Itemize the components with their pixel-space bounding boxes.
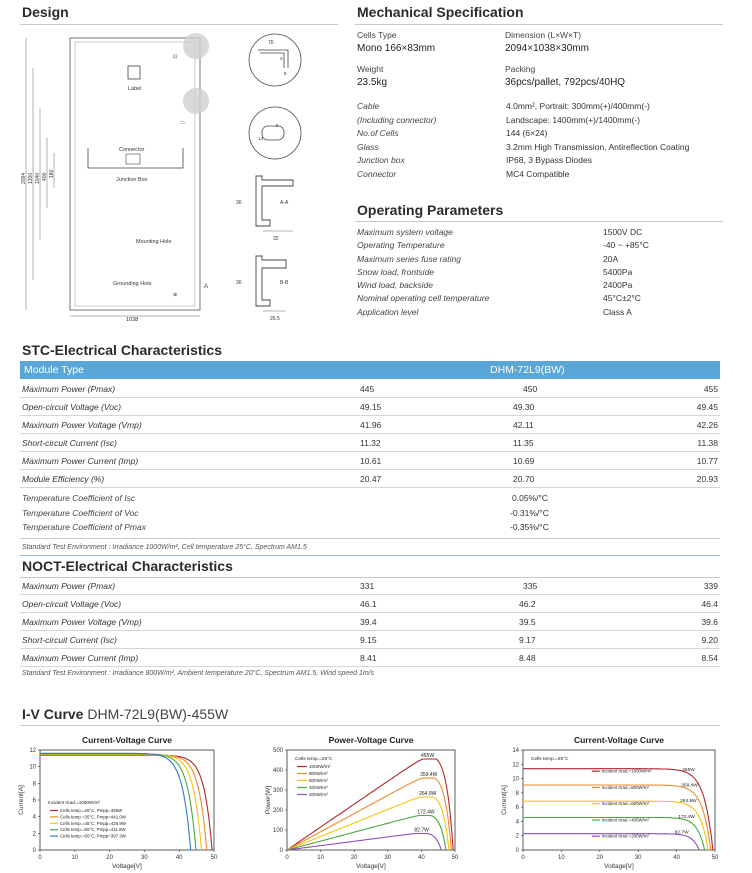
op-row [357,280,727,293]
weight-label: Weight [357,64,384,74]
noct-row: Short-circuit Current (Isc) 9.15 9.17 9.20 [20,631,720,649]
y-tick-label: 300 [272,788,283,794]
y-axis-label: Power[W] [265,785,272,815]
y-tick-label: 2 [515,833,519,840]
mounting-hole-text: Mounting Hole [136,239,172,245]
iv-title-main: I-V Curve [22,706,84,722]
mechanical-title: Mechanical Specification [357,4,524,20]
height-dim-4: 180 [49,169,55,178]
width-dim: 1038 [126,317,139,323]
operating-title: Operating Parameters [357,202,504,218]
stc-note: Standard Test Environment : Irradiance 1000W/m², Cell temperature 25°C, Spectrum AM1.5 [22,544,307,551]
x-axis-label: Voltage[V] [356,863,386,870]
data-label: 455W [682,768,695,774]
legend-entry: 800W/m² [309,771,328,776]
legend-entry: Cells temp.=55°C, Pmpp=411.9W [60,827,126,833]
detail-a-marker [183,33,209,59]
mech-row-label: Junction box [357,155,405,165]
cells-type-value: Mono 166×83mm [357,43,436,54]
noct-note: Standard Test Environment : Irradiance 800W/m², Ambient temperature 20°C, Spectrum AM1.5, Wind speed 1m/s [22,670,375,677]
data-label: 172.4W [678,814,695,820]
height-dim-1: 1300 [28,172,34,184]
op-row-label: Snow load, frontside [357,266,435,277]
y-tick-label: 0 [32,848,36,854]
temp-row: Temperature Coefficient of Isc 0.05%/°C [22,493,549,503]
x-tick-label: 10 [71,855,79,861]
mech-row-value: MC4 Compatible [506,168,570,179]
mechanical-rows [357,101,727,182]
legend-entry: Incident Irrad.=1000W/m² [601,768,652,774]
x-tick-label: 50 [210,855,218,861]
x-tick-label: 10 [558,855,565,861]
grounding-hole-text: Grounding Hole [113,281,152,287]
iv-title [22,706,228,722]
y-tick-label: 200 [272,808,283,814]
mech-row-value: 4.0mm², Portrait: 300mm(+)/400mm(-) [506,101,650,111]
x-tick-label: 20 [106,855,113,861]
cells-type-label: Cells Type [357,30,397,40]
op-row-value: Class A [603,306,632,317]
y-tick-label: 4 [515,819,519,826]
mech-row-label: Connector [357,168,397,179]
chart-title: Current-Voltage Curve [573,735,665,745]
op-row [357,254,727,267]
detail-b-circle [249,107,301,159]
x-tick-label: 30 [141,855,148,861]
x-tick-label: 30 [634,855,642,861]
x-tick-label: 50 [451,855,459,861]
legend-entry: Incident Irrad.=600W/m² [601,801,650,807]
junction-box-text: Junction Box [116,177,148,183]
op-row [357,227,727,240]
detail-a-d1: 70 [268,40,274,46]
chart-power-voltage [255,730,487,870]
x-tick-label: 20 [596,855,604,861]
op-row-value: -40 ~ +85°C [603,240,649,251]
noct-row: Maximum Power Voltage (Vmp) 39.4 39.5 39.6 [20,613,720,631]
op-row-value: 45°C±2°C [603,293,641,304]
legend-entry: Cells temp.=25°C, Pmpp=455W [60,808,123,813]
y-tick-label: 0 [279,848,283,854]
operating-rows [357,227,727,320]
x-tick-label: 30 [384,855,392,861]
op-row [357,240,727,253]
x-axis-label: Voltage[V] [604,863,634,870]
label-text: Label [128,86,142,92]
x-tick-label: 40 [673,855,680,861]
legend-entry: 1000W/m² [309,764,331,769]
op-row-value: 1500V DC [603,227,643,237]
stc-row: Open-circuit Voltage (Voc) 49.15 49.30 49.45 [20,398,720,416]
op-row-value: 5400Pa [603,266,633,277]
legend-entry: 400W/m² [309,785,328,790]
y-tick-label: 12 [512,762,519,769]
legend-entry: Cells temp.=35°C, Pmpp=441.0W [60,814,126,820]
data-label: 455W [420,753,435,759]
x-tick-label: 40 [418,855,425,861]
op-row [357,293,727,306]
y-tick-label: 10 [512,776,519,783]
mech-row-label: Glass [357,141,379,152]
legend-title: Incident Irrad.=1000W/m² [48,800,100,805]
mech-row [357,115,727,129]
legend-entry: 200W/m² [309,792,328,797]
chart-title: Power-Voltage Curve [328,735,414,745]
mech-row [357,101,727,115]
op-row-label: Nominal operating cell temperature [357,293,490,304]
section-aa-w: 32 [273,236,279,242]
legend-entry: Incident Irrad.=800W/m² [601,785,650,790]
stc-row: Short-circuit Current (Isc) 11.32 11.35 11.38 [20,434,720,452]
data-label: 264.9W [419,791,437,798]
op-row [357,307,727,320]
series-line [287,834,441,851]
height-dim-2: 1040 [35,172,41,184]
op-row-label: Maximum series fuse rating [357,253,461,264]
legend-entry: Incident Irrad.=200W/m² [601,833,650,839]
data-label: 82.7W [414,827,429,834]
y-tick-label: 14 [512,748,519,754]
section-aa-label: A-A [280,200,289,206]
height-dim-0: 2094 [21,172,27,184]
series-line [287,797,449,850]
y-axis-label: Current[A] [18,785,25,815]
detail-b-d1: 14 [258,136,264,141]
stc-title: STC-Electrical Characteristics [22,342,222,358]
x-tick-label: 50 [711,855,719,861]
detail-b-marker [183,88,209,114]
detail-a-d2: 3 [280,56,283,61]
legend-entry: 600W/m² [309,778,328,783]
stc-header-label: Module Type [24,364,84,376]
section-bb-h: 30 [236,280,242,286]
legend-title: Cells temp.=25°C [295,757,333,762]
chart-current-voltage-temp [14,730,246,870]
series-line [523,801,708,850]
mech-row-label: Cable [357,101,380,111]
y-tick-label: 8 [515,790,519,797]
mark-a: A [204,284,209,290]
height-dim-3: 400 [42,172,48,181]
x-axis-label: Voltage[V] [112,863,142,870]
mech-row [357,142,727,156]
mech-row-value: IP68, 3 Bypass Diodes [506,155,592,165]
y-tick-label: 6 [32,798,36,804]
legend-entry: Cells temp.=45°C, Pmpp=426.9W [60,820,126,826]
stc-row: Maximum Power Voltage (Vmp) 41.96 42.11 42.26 [20,416,720,434]
section-bb-label: B-B [280,280,289,286]
op-row-value: 2400Pa [603,280,633,291]
stc-temp-rows [22,493,722,537]
detail-b-d2: 9 [276,123,279,128]
dimension-value: 2094×1038×30mm [505,43,589,54]
y-tick-label: 100 [272,828,283,834]
legend-title: Cells temp.=25°C [531,757,569,762]
svg-text:▭: ▭ [180,120,185,126]
legend-entry: Cells temp.=65°C, Pmpp=397.3W [60,833,126,839]
noct-row: Maximum Power Current (Imp) 8.41 8.48 8.54 [20,649,720,667]
data-label: 82.7W [674,830,689,836]
y-axis-label: Current[A] [501,785,508,815]
x-tick-label: 0 [521,855,525,861]
temp-row: Temperature Coefficient of Pmax -0.35%/°C [22,522,549,532]
x-tick-label: 40 [175,855,183,861]
detail-a-d3: 8 [284,71,287,76]
mech-row-label: (Including connector) [357,114,437,125]
section-bb-w: 26.5 [270,316,280,322]
iv-subtitle: DHM-72L9(BW)-455W [87,706,229,722]
noct-row: Maximum Power (Pmax) 331 335 339 [20,577,720,595]
svg-text:⊡: ⊡ [173,54,178,60]
stc-row: Maximum Power Current (Imp) 10.61 10.69 10.77 [20,452,720,470]
weight-value: 23.5kg [357,77,388,88]
y-tick-label: 500 [272,748,283,754]
y-tick-label: 4 [32,814,36,821]
connector-text: Connector [119,147,145,153]
mech-row [357,128,727,142]
chart-title: Current-Voltage Curve [81,735,173,745]
mech-row-value: Landscape: 1400mm(+)/1400mm(-) [506,114,640,125]
y-tick-label: 12 [29,748,36,754]
stc-header [20,361,720,379]
design-drawing [18,28,348,328]
noct-row: Open-circuit Voltage (Voc) 46.1 46.2 46.4 [20,595,720,613]
junction-box-shape [126,154,140,164]
y-tick-label: 0 [515,848,519,854]
section-aa-h: 30 [236,200,242,206]
y-tick-label: 6 [515,805,519,812]
packing-value: 36pcs/pallet, 792pcs/40HQ [505,77,626,88]
x-tick-label: 0 [285,855,289,861]
y-tick-label: 400 [272,768,283,774]
mech-row [357,155,727,169]
design-title: Design [22,4,69,20]
op-row-label: Maximum system voltage [357,227,453,237]
op-row [357,267,727,280]
y-tick-label: 10 [29,764,36,771]
op-row-value: 20A [603,253,619,264]
label-box [128,66,140,79]
mech-row [357,169,727,183]
y-tick-label: 8 [32,781,36,788]
temp-row: Temperature Coefficient of Voc -0.31%/°C [22,507,549,518]
mech-row-label: No.of Cells [357,128,399,138]
mech-row-value: 3.2mm High Transmission, Antireflection Coating [506,141,690,152]
x-tick-label: 10 [317,855,324,861]
legend-entry: Incident Irrad.=400W/m² [601,817,650,823]
op-row-label: Operating Temperature [357,240,445,251]
detail-a-circle [249,34,301,86]
x-tick-label: 20 [350,855,358,861]
stc-row: Module Efficiency (%) 20.47 20.70 20.93 [20,470,720,488]
stc-row: Maximum Power (Pmax) 445 450 455 [20,380,720,398]
dimension-label: Dimension (L×W×T) [505,30,582,40]
stc-header-model: DHM-72L9(BW) [490,364,565,376]
data-label: 264.9W [680,799,697,805]
data-label: 172.4W [417,809,435,816]
chart-current-voltage-irr [497,730,737,870]
noct-title: NOCT-Electrical Characteristics [22,558,233,574]
y-tick-label: 2 [32,831,36,838]
svg-text:⊕: ⊕ [173,292,178,298]
data-label: 359.4W [420,772,438,779]
op-row-label: Wind load, backside [357,280,433,291]
mech-row-value: 144 (6×24) [506,128,548,138]
op-row-label: Application level [357,306,419,317]
packing-label: Packing [505,64,536,74]
x-tick-label: 0 [38,855,42,861]
data-label: 359.4W [681,783,698,789]
